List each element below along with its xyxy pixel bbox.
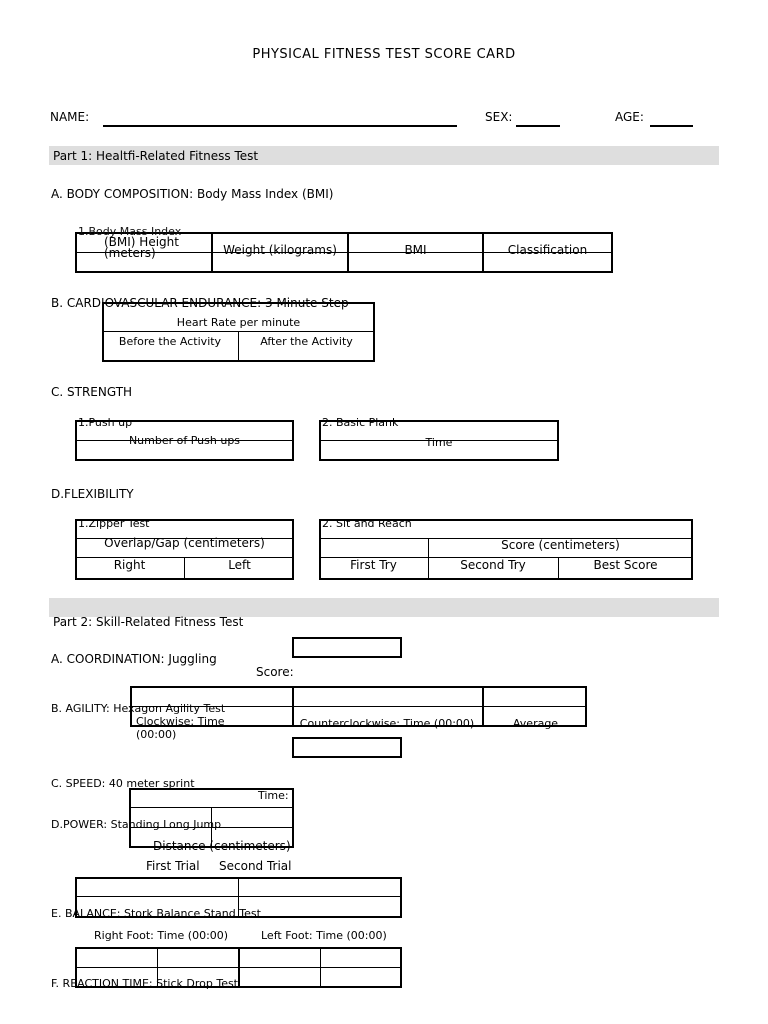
page-title: PHYSICAL FITNESS TEST SCORE CARD [252,47,516,62]
power-second: Second Trial [219,859,292,873]
age-label: AGE: [615,110,644,124]
sit-reach-sub-label: 2. Sit and Reach [322,517,412,530]
bmi-col-height: (BMI) Height [104,235,179,249]
speed-label: C. SPEED: 40 meter sprint [51,777,195,790]
balance-right: Right Foot: Time (00:00) [94,929,229,942]
reaction-label: F. REACTION TIME: Stick Drop Test [51,977,238,990]
bmi-col-height-unit: (meters) [104,246,156,260]
zipper-right: Right [113,558,146,572]
power-first: First Trial [146,859,200,873]
sit-reach-header: Score (centimeters) [501,538,620,552]
cardio-before: Before the Activity [118,335,222,348]
cardio-header: Heart Rate per minute [176,316,301,329]
cardio-label: B. CARDIOVASCULAR ENDURANCE: 3 Minute Step [51,296,349,310]
cardio-after: After the Activity [260,335,353,348]
cardio-before-input[interactable] [104,343,237,360]
speed-time-label: Time: [258,789,289,802]
balance-label: E. BALANCE: Stork Balance Stand Test [51,907,261,920]
power-header: Distance (centimeters) [153,839,291,853]
cardio-after-input[interactable] [240,343,373,360]
bmi-sub-label: 1.Body Mass Index [78,225,182,238]
part2-title: Part 2: Skill-Related Fitness Test [53,615,244,629]
zipper-left: Left [228,558,251,572]
name-field-line[interactable] [103,125,457,127]
balance-left: Left Foot: Time (00:00) [261,929,387,942]
sex-label: SEX: [485,110,513,124]
zipper-header: Overlap/Gap (centimeters) [104,536,265,550]
age-field-line[interactable] [650,125,693,127]
name-label: NAME: [50,110,90,124]
coordination-label: A. COORDINATION: Juggling [51,652,217,666]
pushup-sub-label: 1.Push up [78,416,133,429]
body-composition-label: A. BODY COMPOSITION: Body Mass Index (BMI) [51,187,334,201]
strength-label: C. STRENGTH [51,385,133,399]
coordination-score-box[interactable] [292,637,402,658]
balance-col-divider-3 [320,947,321,988]
bmi-col-weight: Weight (kilograms) [223,243,337,257]
sex-field-line[interactable] [516,125,560,127]
bmi-col-classification: Classification [507,243,588,257]
plank-sub-label: 2. Basic Plank [322,416,399,429]
agility-col-clockwise: Clockwise: Time [136,715,225,728]
flexibility-label: D.FLEXIBILITY [51,487,134,501]
agility-col-average: Average [512,717,559,730]
sit-reach-second: Second Try [460,558,526,572]
agility-input-box[interactable] [292,737,402,758]
bmi-col-bmi: BMI [404,243,427,257]
plank-col: Time [425,436,453,449]
part1-title: Part 1: Healtfi-Related Fitness Test [53,149,259,163]
sit-reach-best: Best Score [593,558,658,572]
power-label: D.POWER: Standing Long Jump [51,818,222,831]
agility-col-counterclockwise: Counterclockwise: Time (00:00) [299,717,475,730]
sit-reach-first: First Try [350,558,397,572]
zipper-sub-label: 1.Zipper Test [78,517,150,530]
balance-col-divider-2 [238,947,240,988]
agility-label: B. AGILITY: Hexagon Agility Test [51,702,226,715]
agility-col-clockwise-unit: (00:00) [136,728,177,741]
coordination-score-label: Score: [256,665,294,679]
pushup-col: Number of Push ups [128,434,241,447]
